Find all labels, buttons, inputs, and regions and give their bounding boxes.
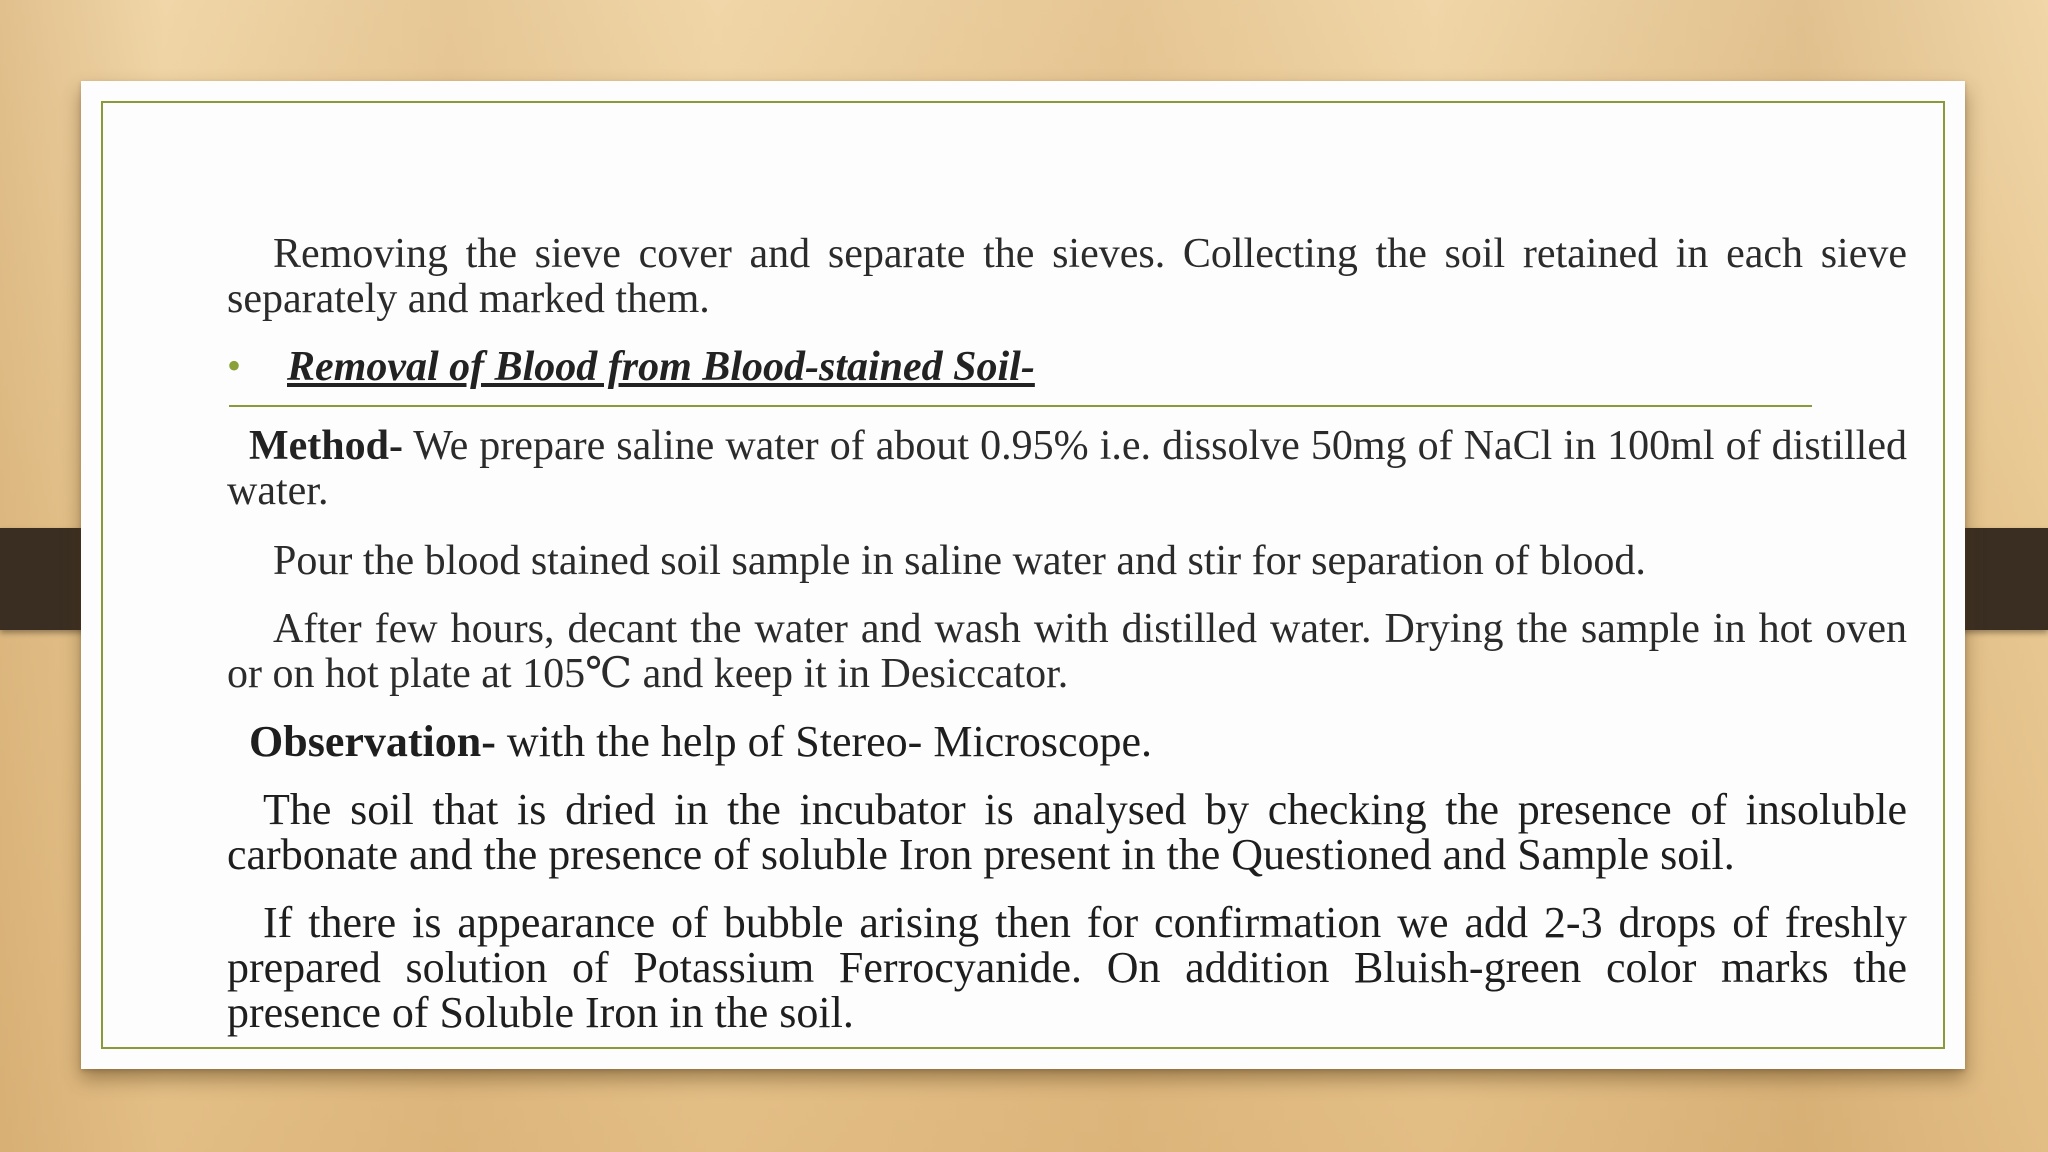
observation-text: with the help of Stereo- Microscope. — [495, 717, 1153, 766]
method-text: We prepare saline water of about 0.95% i.e. dissolve 50mg of NaCl in 100ml of distilled water. — [227, 423, 1907, 514]
bubble-confirmation-paragraph: If there is appearance of bubble arising then for confirmation we add 2-3 drops of freshly prepared solution of Potassium Ferrocyanide. On addition Bluish-green color marks the presence of Soluble Iron in the soil. — [227, 898, 1907, 1037]
after-paragraph: After few hours, decant the water and wash with distilled water. Drying the sample in hot oven or on hot plate at 105℃ and keep it in Desiccator. — [227, 606, 1907, 697]
bullet-heading-row — [227, 344, 1907, 392]
observation-label: Observation- — [249, 717, 496, 766]
method-label: Method- — [249, 423, 403, 469]
soil-analysis-paragraph: The soil that is dried in the incubator is analysed by checking the presence of insoluble carbonate and the presence of soluble Iron present in the Questioned and Sample soil. — [227, 785, 1907, 879]
heading-underline-rule — [229, 405, 1812, 407]
sieve-paragraph: Removing the sieve cover and separate the sieves. Collecting the soil retained in each sieve separately and marked them. — [227, 231, 1907, 322]
observation-paragraph — [227, 719, 1907, 764]
slide-content — [227, 232, 1907, 1035]
method-paragraph — [227, 424, 1907, 514]
bullet-dot-icon: • — [227, 343, 242, 388]
pour-paragraph: Pour the blood stained soil sample in saline water and stir for separation of blood. — [273, 538, 1646, 584]
section-heading: Removal of Blood from Blood-stained Soil- — [287, 344, 1035, 390]
